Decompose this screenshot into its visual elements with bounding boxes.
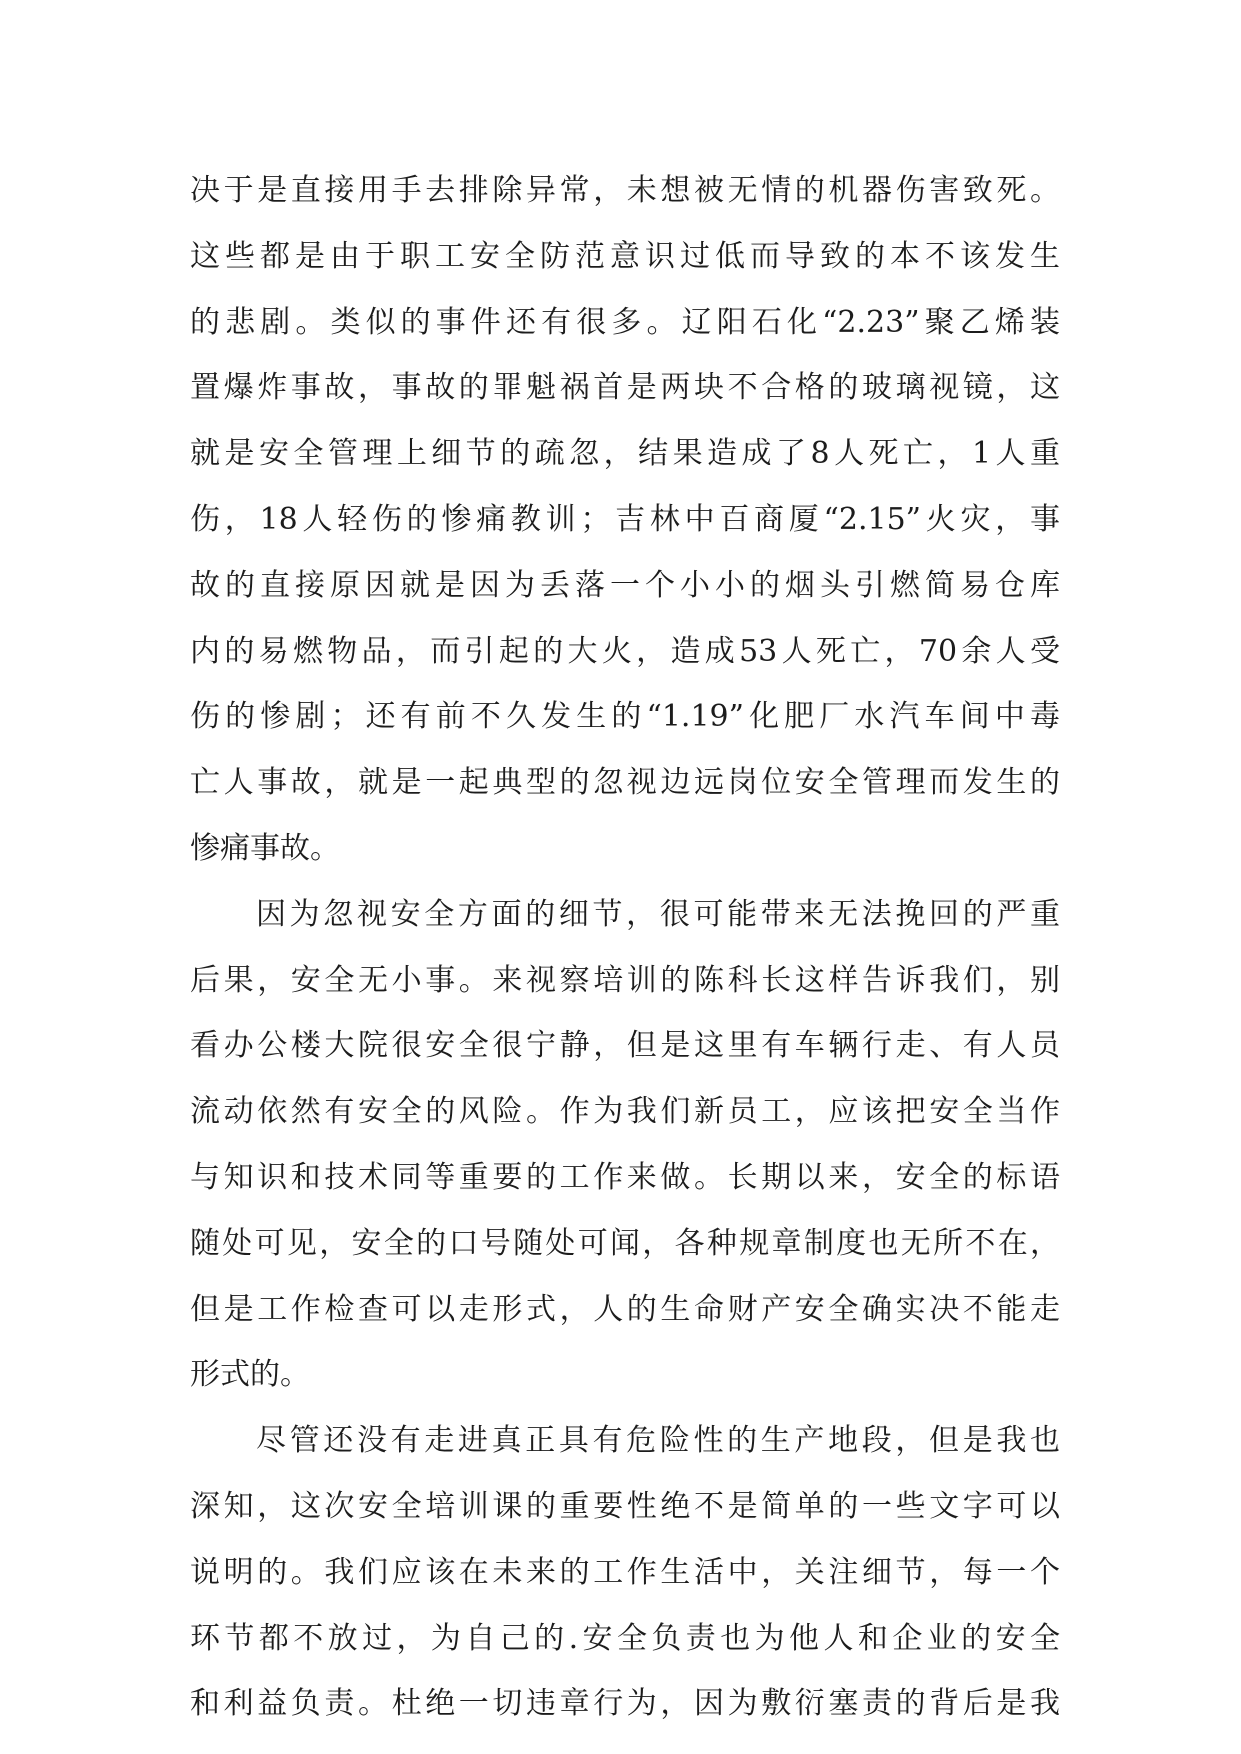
text-line: 惨痛事故。	[190, 830, 340, 866]
text-line: 和利益负责。杜绝一切违章行为，因为敷衍塞责的背后是我	[190, 1686, 1060, 1722]
text-line: 深知，这次安全培训课的重要性绝不是简单的一些文字可以	[190, 1488, 1060, 1524]
text-line: 这些都是由于职工安全防范意识过低而导致的本不该发生	[190, 238, 1060, 274]
body-text	[190, 158, 1060, 1737]
text-line: 故的直接原因就是因为丢落一个小小的烟头引燃简易仓库	[190, 567, 1060, 603]
text-line: 内的易燃物品，而引起的大火，造成53人死亡，70余人受	[190, 633, 1060, 669]
text-line: 但是工作检查可以走形式，人的生命财产安全确实决不能走	[190, 1291, 1060, 1327]
text-line: 的悲剧。类似的事件还有很多。辽阳石化“2.23”聚乙烯装	[190, 304, 1060, 340]
paragraph-start-line: 尽管还没有走进真正具有危险性的生产地段，但是我也	[256, 1423, 1060, 1459]
text-line: 流动依然有安全的风险。作为我们新员工，应该把安全当作	[190, 1094, 1060, 1130]
paragraph-start-line: 因为忽视安全方面的细节，很可能带来无法挽回的严重	[256, 896, 1060, 932]
text-line: 看办公楼大院很安全很宁静，但是这里有车辆行走、有人员	[190, 1028, 1060, 1064]
text-line: 就是安全管理上细节的疏忽，结果造成了8人死亡，1人重	[190, 436, 1060, 472]
text-line: 环节都不放过，为自己的.安全负责也为他人和企业的安全	[190, 1620, 1060, 1656]
text-line: 随处可见，安全的口号随处可闻，各种规章制度也无所不在，	[190, 1225, 1060, 1261]
text-line: 伤，18人轻伤的惨痛教训；吉林中百商厦“2.15”火灾，事	[190, 501, 1060, 537]
text-line: 说明的。我们应该在未来的工作生活中，关注细节，每一个	[190, 1554, 1060, 1590]
text-line: 形式的。	[190, 1357, 310, 1393]
text-line: 决于是直接用手去排除异常，未想被无情的机器伤害致死。	[190, 173, 1060, 208]
text-line: 伤的惨剧；还有前不久发生的“1.19”化肥厂水汽车间中毒	[190, 699, 1060, 735]
text-line: 置爆炸事故，事故的罪魁祸首是两块不合格的玻璃视镜，这	[190, 370, 1060, 406]
text-line: 后果，安全无小事。来视察培训的陈科长这样告诉我们，别	[190, 962, 1060, 998]
text-line: 亡人事故，就是一起典型的忽视边远岗位安全管理而发生的	[190, 765, 1060, 801]
text-line: 与知识和技术同等重要的工作来做。长期以来，安全的标语	[190, 1159, 1060, 1195]
